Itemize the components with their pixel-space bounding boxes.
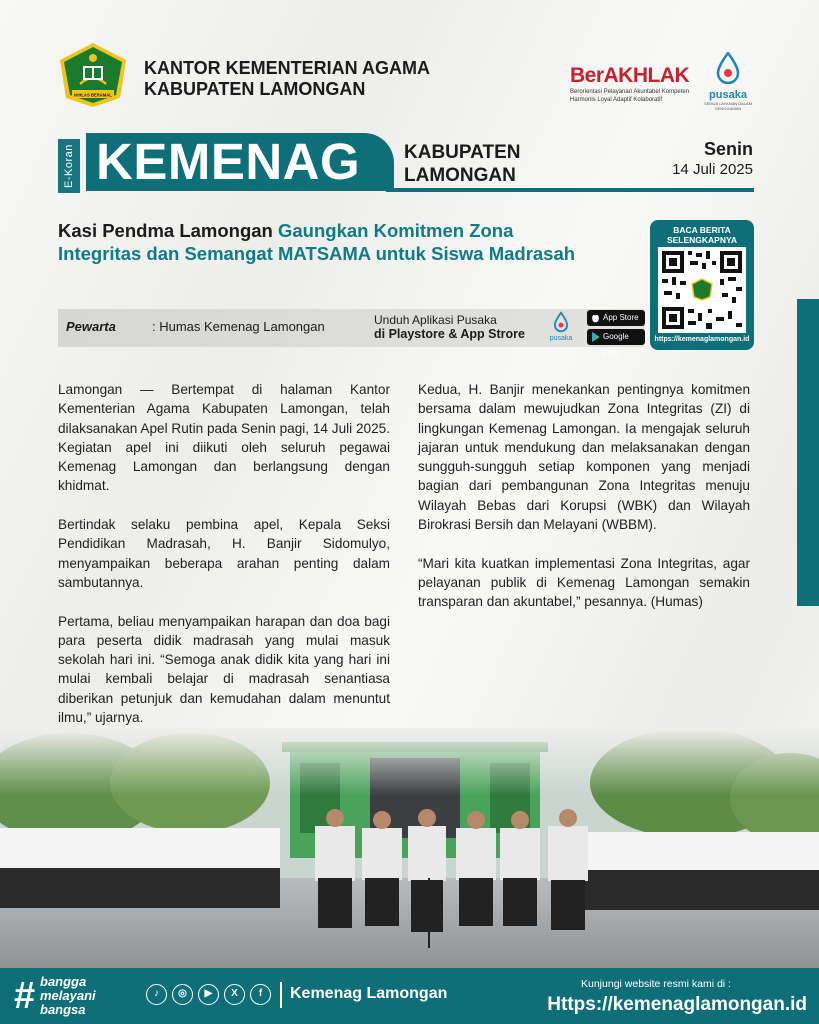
qr-code-icon[interactable] — [658, 247, 746, 333]
berakhlak-logo — [570, 64, 700, 104]
google-play-label: Google Play — [603, 332, 629, 357]
social-links — [146, 984, 271, 1006]
headline-highlight: Gaungkan Komitmen Zona Integritas dan Semangat MATSAMA untuk Siswa Madrasah — [58, 220, 576, 264]
qr-title-line-1: BACA BERITA — [673, 225, 731, 235]
pewarta-value: : Humas Kemenag Lamongan — [152, 319, 325, 334]
emblem-text: IKHLAS BERAMAL — [74, 92, 112, 98]
pusaka-logo — [703, 52, 753, 111]
berakhlak-tagline-1: Berorientasi Pelayanan Akuntabel Kompeten — [570, 89, 690, 95]
side-accent-bar — [797, 299, 819, 606]
kemenag-emblem-logo — [58, 42, 128, 108]
google-play-badge[interactable] — [587, 329, 645, 357]
paragraph: “Mari kita kuatkan implementasi Zona Integritas, agar pelayanan publik di Kemenag Lamongan semakin transparan dan akuntabel,” pesannya. (Humas) — [418, 555, 750, 610]
byline-bar — [58, 309, 644, 357]
berakhlak-brand: BerAKHLAK — [570, 64, 690, 87]
masthead-title: KEMENAG — [96, 133, 361, 190]
qr-url[interactable]: https://kemenaglamongan.id — [654, 336, 750, 343]
e-koran-text: E-Koran — [63, 144, 75, 188]
pusaka-small-icon — [553, 311, 569, 333]
masthead-region — [404, 141, 520, 187]
footer-divider — [280, 982, 282, 1008]
office-line-1: KANTOR KEMENTERIAN AGAMA — [144, 58, 430, 78]
article-headline — [58, 220, 598, 265]
qr-card[interactable] — [650, 220, 754, 350]
website-link[interactable]: Https://kemenaglamongan.id — [547, 994, 807, 1015]
news-photo — [0, 728, 819, 968]
masthead-rule — [386, 188, 754, 192]
app-store-badge[interactable] — [587, 310, 645, 326]
social-account-name[interactable]: Kemenag Lamongan — [290, 985, 448, 1002]
pusaka-app-word: pusaka — [549, 335, 573, 342]
pusaka-drop-icon — [715, 52, 741, 84]
hashtag-symbol: # — [14, 975, 36, 1017]
qr-title — [650, 225, 754, 245]
pusaka-subtitle: SEMUA LAYANAN DALAM GENGGAMAN — [703, 101, 753, 111]
hashtag-word-3: bangsa — [40, 1002, 86, 1017]
visit-website-label: Kunjungi website resmi kami di : — [581, 978, 731, 990]
office-line-2: KABUPATEN LAMONGAN — [144, 79, 366, 99]
google-play-icon — [591, 332, 600, 342]
paragraph: Lamongan — Bertempat di halaman Kantor Kementerian Agama Kabupaten Lamongan, telah dilaksanakan Apel Rutin pada Senin pagi, 14 Juli 2025. Kegiatan apel ini diikuti oleh seluruh pegawai Kemenag Lamongan dan berlangsung dengan khidmat. — [58, 382, 390, 494]
instagram-icon[interactable]: ◎ — [172, 984, 193, 1005]
hashtag-word-1: bangga — [40, 974, 87, 989]
masthead-banner — [86, 133, 394, 191]
paragraph: Kedua, H. Banjir menekankan pentingnya komitmen bersama dalam mewujudkan Zona Integritas (ZI) di lingkungan Kemenag Lamongan. Ia mengajak seluruh jajaran untuk mendukung dan melaksanakan dengan sungguh-sungguh setiap komponen yang menjadi bagian dari pembangunan Zona Integritas menuju Wilayah Bebas dari Korupsi (WBK) dan Wilayah Birokrasi Bersih dan Melayani (WBBM). — [418, 382, 750, 533]
paragraph: Pertama, beliau menyampaikan harapan dan doa bagi para peserta didik madrasah yang mulai masuk sekolah hari ini. “Semoga anak didik kita yang hari ini mulai kembali belajar di madrasah senantiasa diberikan petunjuk dan kemudahan dalam menuntut ilmu,” ujarnya. — [58, 613, 390, 726]
download-line-1: Unduh Aplikasi Pusaka — [374, 313, 497, 327]
download-line-2: di Playstore & App Strore — [374, 327, 525, 341]
region-line-1: KABUPATEN — [404, 142, 521, 163]
app-store-label: App Store — [603, 313, 639, 322]
paragraph: Bertindak selaku pembina apel, Kepala Seksi Pendidikan Madrasah, H. Banjir Sidomulyo, menyampaikan beberapa arahan penting dalam sambutannya. — [58, 517, 390, 590]
article-column-right — [418, 380, 750, 631]
qr-title-line-2: SELENGKAPNYA — [666, 235, 738, 245]
article-column-left — [58, 380, 390, 747]
e-koran-tag — [58, 139, 80, 193]
office-name — [144, 58, 430, 100]
tiktok-icon[interactable]: ♪ — [146, 984, 167, 1005]
download-prompt — [374, 313, 525, 341]
pewarta-label: Pewarta — [66, 319, 116, 334]
issue-day: Senin — [703, 139, 753, 159]
issue-date: 14 Juli 2025 — [672, 161, 753, 178]
pusaka-app-logo — [545, 311, 577, 342]
facebook-icon[interactable]: f — [250, 984, 271, 1005]
pusaka-word: pusaka — [709, 89, 747, 101]
ceremony-photo — [0, 728, 819, 968]
berakhlak-tagline-2: Harmonis Loyal Adaptif Kolaboratif — [570, 97, 663, 103]
x-twitter-icon[interactable]: X — [224, 984, 245, 1005]
region-line-2: LAMONGAN — [404, 165, 516, 186]
youtube-icon[interactable]: ▶ — [198, 984, 219, 1005]
footer-bar — [0, 968, 819, 1024]
hashtag-word-2: melayani — [40, 988, 96, 1003]
apple-icon — [591, 313, 600, 323]
headline-lead: Kasi Pendma Lamongan — [58, 220, 278, 241]
